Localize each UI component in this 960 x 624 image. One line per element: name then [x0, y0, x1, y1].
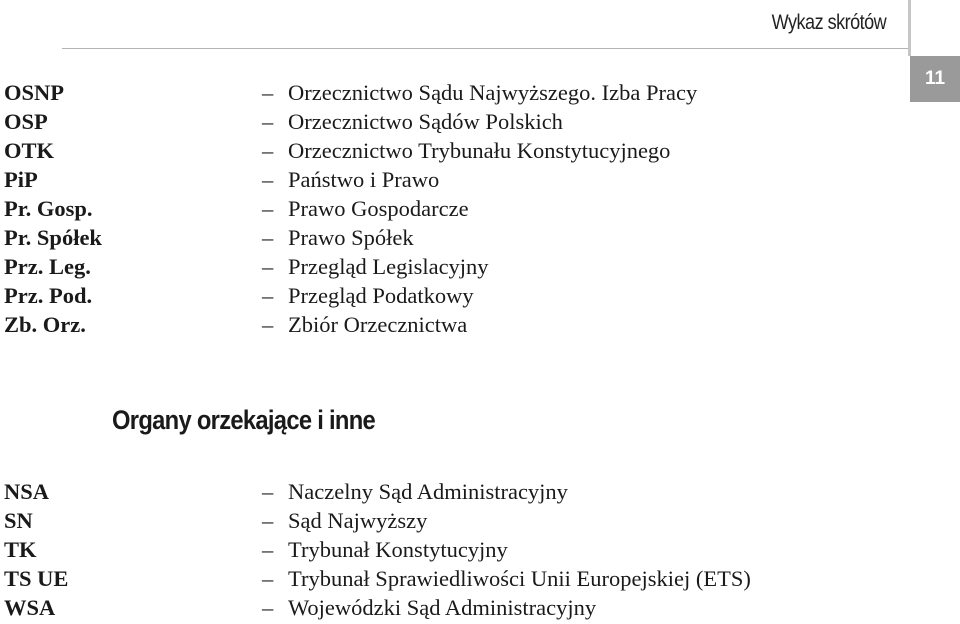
dash: –	[262, 109, 274, 134]
abbreviation: Zb. Orz.	[4, 312, 86, 337]
running-header-title: Wykaz skrótów	[771, 11, 886, 34]
abbreviation: PiP	[4, 167, 38, 192]
abbreviation: Prz. Leg.	[4, 254, 91, 279]
abbreviation: NSA	[4, 479, 50, 504]
abbreviation: WSA	[4, 595, 56, 620]
dash: –	[262, 479, 274, 504]
dash: –	[262, 312, 274, 337]
expansion: Przegląd Legislacyjny	[288, 254, 489, 279]
section-heading: Organy orzekające i inne	[112, 405, 376, 435]
expansion: Naczelny Sąd Administracyjny	[288, 479, 568, 504]
abbreviation: OTK	[4, 138, 55, 163]
dash: –	[262, 254, 274, 279]
header-rule	[62, 48, 910, 49]
expansion: Orzecznictwo Sądu Najwyższego. Izba Pracy	[288, 80, 698, 105]
expansion: Trybunał Konstytucyjny	[288, 537, 508, 562]
expansion: Państwo i Prawo	[288, 167, 440, 192]
expansion: Orzecznictwo Sądów Polskich	[288, 109, 563, 134]
header-vertical-rule	[908, 0, 911, 56]
dash: –	[262, 196, 274, 221]
abbreviation: TS UE	[4, 566, 69, 591]
dash: –	[262, 595, 274, 620]
expansion: Orzecznictwo Trybunału Konstytucyjnego	[288, 138, 671, 163]
dash: –	[262, 283, 274, 308]
dash: –	[262, 80, 274, 105]
abbreviation: OSP	[4, 109, 48, 134]
expansion: Zbiór Orzecznictwa	[288, 312, 468, 337]
abbreviation: Pr. Spółek	[4, 225, 102, 250]
abbreviation: TK	[4, 537, 37, 562]
expansion: Przegląd Podatkowy	[288, 283, 474, 308]
abbreviation: SN	[4, 508, 33, 533]
abbreviation: Pr. Gosp.	[4, 196, 93, 221]
dash: –	[262, 537, 274, 562]
expansion: Sąd Najwyższy	[288, 508, 428, 533]
dash: –	[262, 508, 274, 533]
dash: –	[262, 138, 274, 163]
dash: –	[262, 566, 274, 591]
abbreviation: Prz. Pod.	[4, 283, 93, 308]
dash: –	[262, 225, 274, 250]
expansion: Prawo Gospodarcze	[288, 196, 469, 221]
expansion: Prawo Spółek	[288, 225, 414, 250]
abbreviation: OSNP	[4, 80, 65, 105]
dash: –	[262, 167, 274, 192]
expansion: Trybunał Sprawiedliwości Unii Europejskiej (ETS)	[288, 566, 751, 591]
page-number-tab: 11	[910, 56, 960, 102]
expansion: Wojewódzki Sąd Administracyjny	[288, 595, 597, 620]
